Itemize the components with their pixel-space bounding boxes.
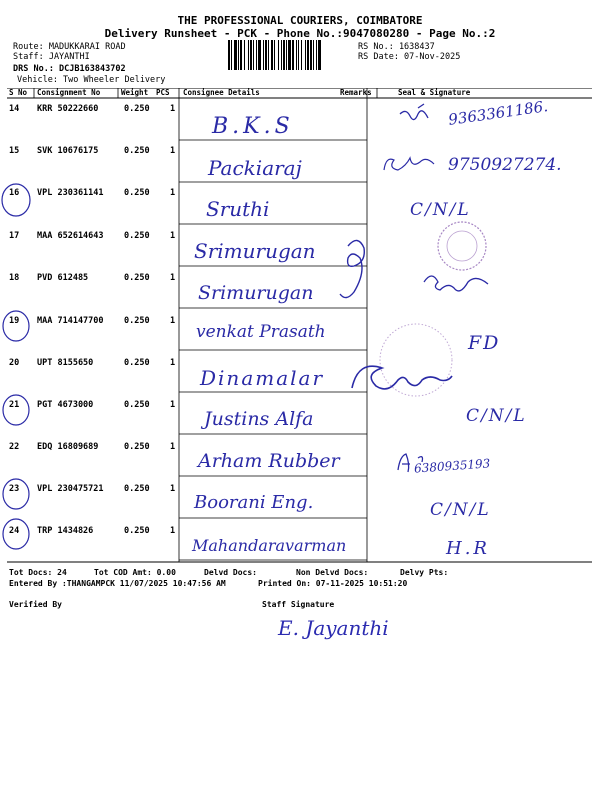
row-signature-handwriting: H.R xyxy=(446,538,490,559)
barcode-bar xyxy=(271,40,273,70)
delivered-docs: Delvd Docs: xyxy=(204,568,257,577)
col-header-remarks: Remarks xyxy=(340,88,372,97)
barcode-bar xyxy=(307,40,309,70)
row-weight: 0.250 xyxy=(124,188,150,198)
row-consignee-handwriting: Packiaraj xyxy=(208,156,302,180)
row-sno: 18 xyxy=(9,273,20,283)
total-docs: Tot Docs: 24 xyxy=(9,568,67,577)
barcode-bar xyxy=(316,40,317,70)
row-pcs: 1 xyxy=(170,442,176,452)
row-weight: 0.250 xyxy=(124,400,150,410)
delivery-points: Delvy Pts: xyxy=(400,568,449,577)
row-signature-handwriting: C/N/L xyxy=(466,406,527,426)
row-pcs: 1 xyxy=(170,526,176,536)
route-label: Route: MADUKKARAI ROAD xyxy=(13,42,126,52)
barcode-bar xyxy=(248,40,249,70)
barcode-bar xyxy=(318,40,321,70)
barcode-bar xyxy=(286,40,287,70)
barcode-bar xyxy=(240,40,242,70)
barcode-bar xyxy=(268,40,269,70)
row-pcs: 1 xyxy=(170,273,176,283)
barcode-bar xyxy=(283,40,285,70)
row-sno: 20 xyxy=(9,358,20,368)
row-sno: 22 xyxy=(9,442,20,452)
vehicle-label: Vehicle: Two Wheeler Delivery xyxy=(17,75,166,85)
row-signature-handwriting: 6380935193 xyxy=(413,456,491,476)
runsheet-subtitle: Delivery Runsheet - PCK - Phone No.:9047080280 - Page No.:2 xyxy=(104,27,496,40)
barcode-bar xyxy=(265,40,267,70)
row-pcs: 1 xyxy=(170,231,176,241)
row-signature-handwriting: 9363361186. xyxy=(447,97,549,129)
row-consignment: MAA 652614643 xyxy=(37,231,104,241)
row-consignment: UPT 8155650 xyxy=(37,358,94,368)
barcode-bar xyxy=(244,40,245,70)
row-consignment: VPL 230475721 xyxy=(37,484,104,494)
row-consignee-handwriting: Srimurugan xyxy=(194,239,316,263)
barcode-bar xyxy=(278,40,279,70)
row-weight: 0.250 xyxy=(124,442,150,452)
row-pcs: 1 xyxy=(170,146,176,156)
row-sno: 17 xyxy=(9,231,20,241)
barcode-bar xyxy=(234,40,237,70)
rs-number: RS No.: 1638437 xyxy=(358,42,435,52)
row-signature-handwriting: C/N/L xyxy=(430,500,491,520)
row-weight: 0.250 xyxy=(124,358,150,368)
row-consignment: TRP 1434826 xyxy=(37,526,94,536)
row-sno: 23 xyxy=(9,484,20,494)
row-consignee-handwriting: B.K.S xyxy=(212,114,294,139)
barcode-bar xyxy=(296,40,297,70)
barcode-bar xyxy=(310,40,312,70)
row-pcs: 1 xyxy=(170,104,176,114)
barcode-bar xyxy=(281,40,282,70)
row-weight: 0.250 xyxy=(124,231,150,241)
row-weight: 0.250 xyxy=(124,273,150,283)
row-consignment: SVK 10676175 xyxy=(37,146,99,156)
staff-signature-label: Staff Signature xyxy=(262,600,335,609)
barcode-bar xyxy=(238,40,239,70)
col-header-sno: S No xyxy=(9,88,28,97)
entered-by: Entered By :THANGAMPCK 11/07/2025 10:47:56 AM xyxy=(9,579,226,588)
barcode-bar xyxy=(263,40,264,70)
row-weight: 0.250 xyxy=(124,484,150,494)
barcode-bar xyxy=(305,40,306,70)
row-weight: 0.250 xyxy=(124,316,150,326)
row-sno: 16 xyxy=(9,188,20,198)
barcode-image xyxy=(228,40,354,70)
row-consignment: MAA 714147700 xyxy=(37,316,104,326)
row-consignment: VPL 230361141 xyxy=(37,188,104,198)
row-weight: 0.250 xyxy=(124,146,150,156)
row-weight: 0.250 xyxy=(124,526,150,536)
total-cod-amount: Tot COD Amt: 0.00 xyxy=(94,568,176,577)
col-header-pcs: PCS xyxy=(156,88,170,97)
row-consignment: PVD 612485 xyxy=(37,273,89,283)
row-consignment: PGT 4673000 xyxy=(37,400,94,410)
barcode-bar xyxy=(258,40,261,70)
row-signature-handwriting: 9750927274. xyxy=(448,155,562,175)
row-consignee-handwriting: Mahandaravarman xyxy=(192,536,347,555)
row-consignee-handwriting: Justins Alfa xyxy=(204,408,314,430)
printed-on: Printed On: 07-11-2025 10:51:20 xyxy=(258,579,408,588)
row-signature-handwriting: C/N/L xyxy=(410,200,471,220)
row-consignee-handwriting: Sruthi xyxy=(206,197,270,221)
barcode-bar xyxy=(313,40,314,70)
col-header-consignment: Consignment No xyxy=(37,88,101,97)
non-delivered-docs: Non Delvd Docs: xyxy=(296,568,369,577)
barcode-bar xyxy=(274,40,275,70)
row-sno: 24 xyxy=(9,526,20,536)
row-consignee-handwriting: Boorani Eng. xyxy=(194,492,314,513)
col-header-consignee: Consignee Details xyxy=(183,88,260,97)
barcode-bar xyxy=(301,40,302,70)
row-pcs: 1 xyxy=(170,316,176,326)
company-title: THE PROFESSIONAL COURIERS, COIMBATORE xyxy=(177,14,423,27)
drs-number: DRS No.: DCJB163843702 xyxy=(13,64,126,74)
row-consignment: KRR 50222660 xyxy=(37,104,99,114)
row-pcs: 1 xyxy=(170,358,176,368)
row-signature-handwriting: FD xyxy=(468,332,501,354)
row-pcs: 1 xyxy=(170,400,176,410)
barcode-bar xyxy=(298,40,299,70)
row-sno: 15 xyxy=(9,146,20,156)
row-pcs: 1 xyxy=(170,188,176,198)
row-sno: 19 xyxy=(9,316,20,326)
barcode-bar xyxy=(253,40,254,70)
barcode-bar xyxy=(250,40,252,70)
verified-by-label: Verified By xyxy=(9,600,62,609)
row-sno: 14 xyxy=(9,104,20,114)
row-consignee-handwriting: Arham Rubber xyxy=(198,450,340,472)
row-consignee-handwriting: Dinamalar xyxy=(200,366,325,390)
barcode-bar xyxy=(256,40,257,70)
row-consignee-handwriting: venkat Prasath xyxy=(196,322,326,342)
barcode-bar xyxy=(292,40,294,70)
staff-label: Staff: JAYANTHI xyxy=(13,52,90,62)
barcode-bar xyxy=(228,40,230,70)
row-consignee-handwriting: Srimurugan xyxy=(198,282,314,304)
barcode-bar xyxy=(231,40,232,70)
row-weight: 0.250 xyxy=(124,104,150,114)
row-sno: 21 xyxy=(9,400,20,410)
rs-date: RS Date: 07-Nov-2025 xyxy=(358,52,461,62)
row-pcs: 1 xyxy=(170,484,176,494)
col-header-seal-signature: Seal & Signature xyxy=(398,88,471,97)
barcode-bar xyxy=(288,40,291,70)
col-header-weight: Weight xyxy=(121,88,149,97)
staff-signature: E. Jayanthi xyxy=(278,616,389,640)
row-consignment: EDQ 16809689 xyxy=(37,442,99,452)
